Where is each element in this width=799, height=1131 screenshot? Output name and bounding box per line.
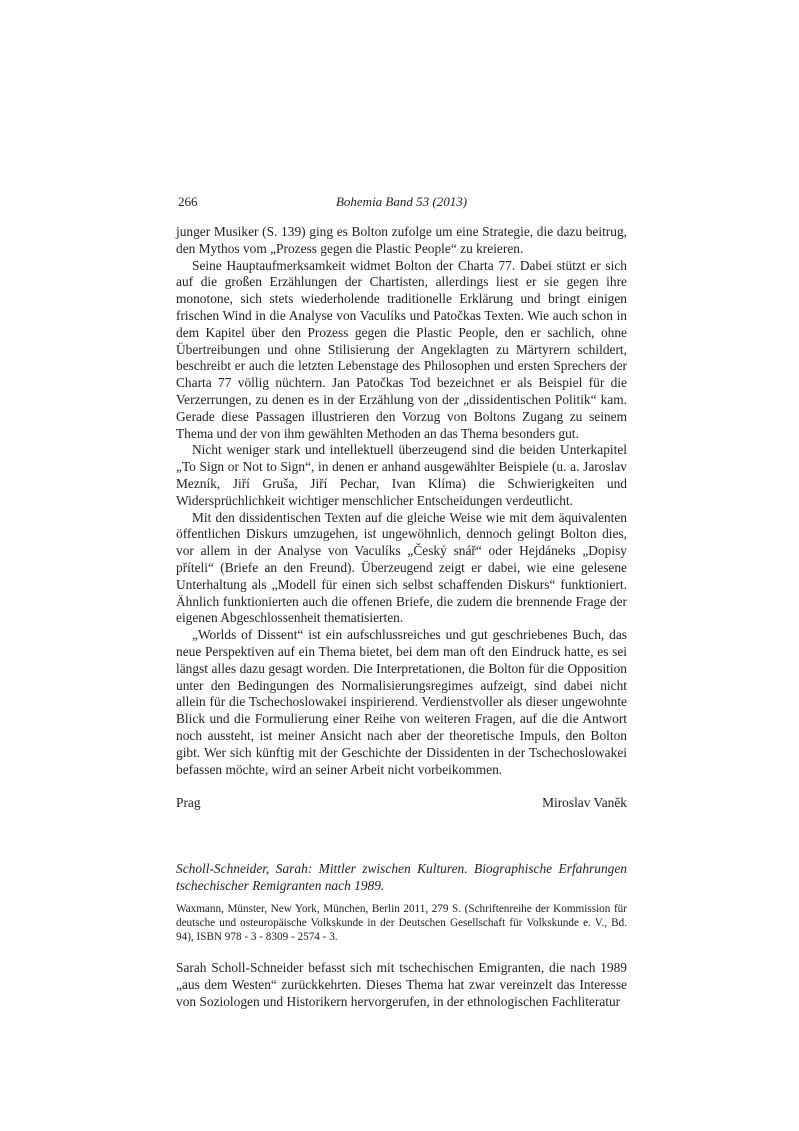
- page-number: 266: [178, 194, 198, 209]
- page: [176, 194, 627, 1010]
- next-review-paragraph: Sarah Scholl-Schneider befasst sich mit tschechischen Emigranten, die nach 1989 „aus dem Westen“ zurückkehrten. Dieses Thema hat zwar vereinzelt das Interesse von Soziologen und Historikern hervorgerufen, in der ethnologischen Fachliteratur: [176, 960, 627, 1009]
- next-review-body: [176, 960, 627, 1010]
- paragraph-1: junger Musiker (S. 139) ging es Bolton zufolge um eine Strategie, die dazu beitrug, den Mythos vom „Prozess gegen die Plastic People“ zu kreieren.: [176, 224, 627, 256]
- paragraph-3: Nicht weniger stark und intellektuell überzeugend sind die beiden Unterkapitel „To Sign or Not to Sign“, in denen er anhand ausgewählter Beispiele (u. a. Jaroslav Mezník, Jiří Gruša, Jiří Pechar, Ivan Klíma) die Schwierigkeiten und Widersprüchlichkeit wichtiger menschlicher Entscheidungen verdeutlicht.: [176, 442, 627, 508]
- next-review-publication-info: Waxmann, Münster, New York, München, Berlin 2011, 279 S. (Schriftenreihe der Kommission für deutsche und osteuropäische Volkskunde in der Deutschen Gesellschaft für Volkskunde e. V., Bd. 94), ISBN 978 - 3 - 8309 - 2574 - 3.: [176, 903, 627, 944]
- review-signature: [176, 795, 627, 812]
- page-header: [176, 194, 627, 212]
- next-review-title: Scholl-Schneider, Sarah: Mittler zwischen Kulturen. Biographische Erfahrungen tschechischer Remigranten nach 1989.: [176, 861, 627, 894]
- signature-author: Miroslav Vaněk: [542, 795, 627, 811]
- paragraph-2: Seine Hauptaufmerksamkeit widmet Bolton der Charta 77. Dabei stützt er sich auf die großen Erzählungen der Chartisten, allerdings liest er sie gegen ihre monotone, sich stets wiederholende traditionelle Erklärung und bringt einigen frischen Wind in die Analyse von Vaculíks und Patočkas Texten. Wie auch schon in dem Kapitel über den Prozess gegen die Plastic People, den er sachlich, ohne Übertreibungen und ohne Stilisierung der Angeklagten zu Märtyrern schildert, beschreibt er auch die letzten Lebenstage des Philosophen und ersten Sprechers der Charta 77 völlig nüchtern. Jan Patočkas Tod bezeichnet er als Beispiel für die Verzerrungen, zu denen es in der Erzählung von der „dissidentischen Politik“ kam. Gerade diese Passagen illustrieren den Vorzug von Boltons Zugang zu seinem Thema und der von ihm gewählten Methoden an das Thema besonders gut.: [176, 257, 627, 441]
- review-text: [176, 224, 627, 778]
- signature-place: Prag: [176, 795, 201, 811]
- running-head: Bohemia Band 53 (2013): [335, 194, 468, 209]
- paragraph-4: Mit den dissidentischen Texten auf die gleiche Weise wie mit dem äquivalenten öffentlichen Diskurs umzugehen, ist ungewöhnlich, dennoch gelingt Bolton dies, vor allem in der Analyse von Vaculíks „Český snář“ oder Hejdáneks „Dopisy příteli“ (Briefe an den Freund). Überzeugend zeigt er dabei, wie eine gelesene Unterhaltung als „Modell für einen sich selbst schaffenden Diskurs“ funktioniert. Ähnlich funktionierten auch die offenen Briefe, die zudem die brennende Frage der eigenen Abgeschlossenheit thematisierten.: [176, 509, 627, 626]
- paragraph-5: „Worlds of Dissent“ ist ein aufschlussreiches und gut geschriebenes Buch, das neue Perspektiven auf ein Thema bietet, bei dem man oft den Eindruck hatte, es sei längst alles dazu gesagt worden. Die Interpretationen, die Bolton für die Opposition unter den Bedingungen des Normalisierungsregimes aufzeigt, sind dabei nicht allein für die Tschechoslowakei inspirierend. Verdienstvoller als dieser ungewohnte Blick und die Formulierung einer Reihe von weiteren Fragen, auf die die Antwort noch aussteht, ist meiner Ansicht nach aber der theoretische Impuls, den Bolton gibt. Wer sich künftig mit der Geschichte der Dissidenten in der Tschechoslowakei befassen möchte, wird an seiner Arbeit nicht vorbeikommen.: [176, 627, 627, 777]
